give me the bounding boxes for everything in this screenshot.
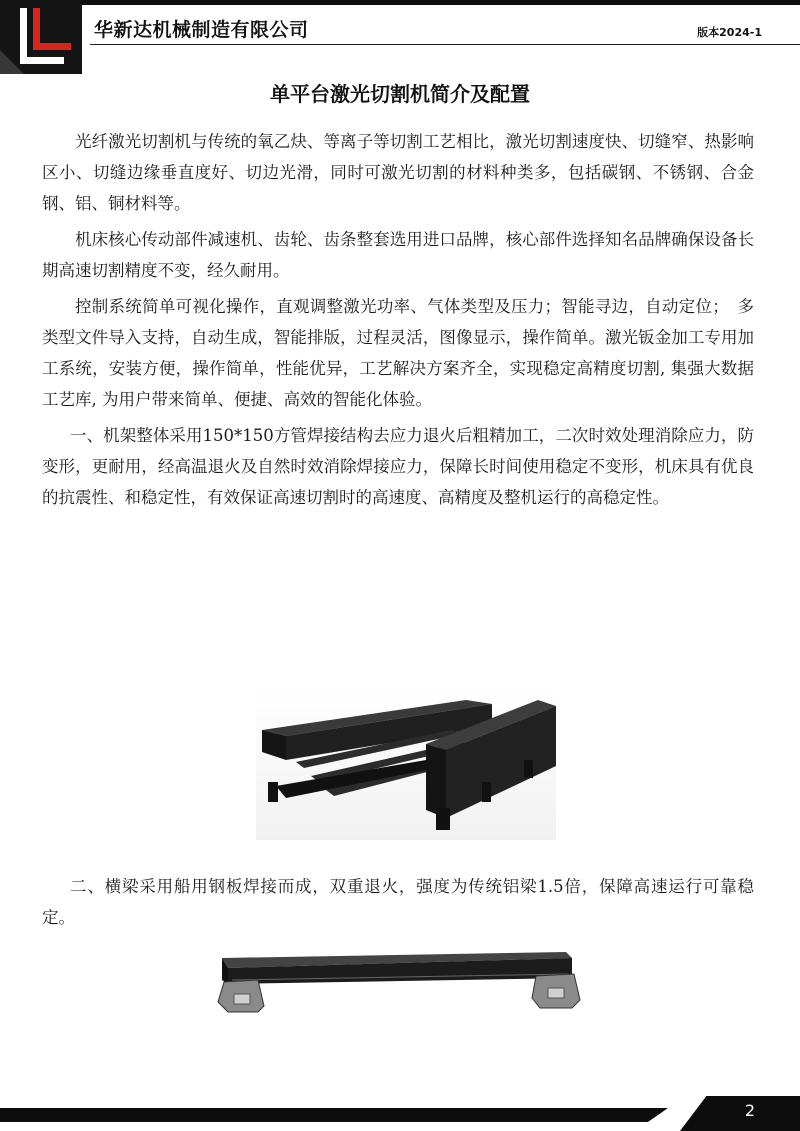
section-crossbeam: 二、横梁采用船用钢板焊接而成，双重退火，强度为传统铝梁1.5倍，保障高速运行可靠稳定。 bbox=[42, 877, 754, 927]
page-footer bbox=[0, 1096, 800, 1131]
version-label: 版本2024-1 bbox=[697, 26, 762, 39]
paragraph-intro: 光纤激光切割机与传统的氧乙炔、等离子等切割工艺相比，激光切割速度快、切缝窄、热影响区小、切缝边缘垂直度好、切边光滑，同时可激光切割的材料种类多，包括碳钢、不锈钢、合金钢、铝、铜材料等。 bbox=[42, 132, 754, 213]
machine-frame-image bbox=[256, 690, 556, 840]
intro-text bbox=[42, 126, 754, 518]
section-crossbeam-text bbox=[42, 867, 754, 938]
company-name: 华新达机械制造有限公司 bbox=[94, 19, 309, 41]
page-header bbox=[0, 0, 800, 80]
document-title: 单平台激光切割机简介及配置 bbox=[270, 82, 530, 106]
paragraph-transmission: 机床核心传动部件减速机、齿轮、齿条整套选用进口品牌，核心部件选择知名品牌确保设备长期高速切割精度不变，经久耐用。 bbox=[42, 230, 754, 280]
header-underline bbox=[90, 44, 800, 45]
section-frame: 一、机架整体采用150*150方管焊接结构去应力退火后粗精加工，二次时效处理消除应力，防变形，更耐用，经高温退火及自然时效消除焊接应力，保障长时间使用稳定不变形，机床具有优良的抗震性、和稳定性，有效保证高速切割时的高速度、高精度及整机运行的高稳定性。 bbox=[42, 426, 754, 507]
crossbeam-image bbox=[214, 950, 584, 1022]
page-number: 2 bbox=[744, 1101, 756, 1120]
header-rule bbox=[82, 0, 800, 5]
footer-bar bbox=[0, 1108, 668, 1122]
paragraph-control-system: 控制系统简单可视化操作，直观调整激光功率、气体类型及压力；智能寻边，自动定位； 多类型文件导入支持，自动生成，智能排版，过程灵活，图像显示，操作简单。激光钣金加工专用加工系统，安装方便，操作简单，性能优异，工艺解决方案齐全，实现稳定高精度切割, 集强大数据工艺库, 为用户带来简单、便捷、高效的智能化体验。 bbox=[42, 297, 754, 409]
company-logo bbox=[0, 0, 82, 74]
